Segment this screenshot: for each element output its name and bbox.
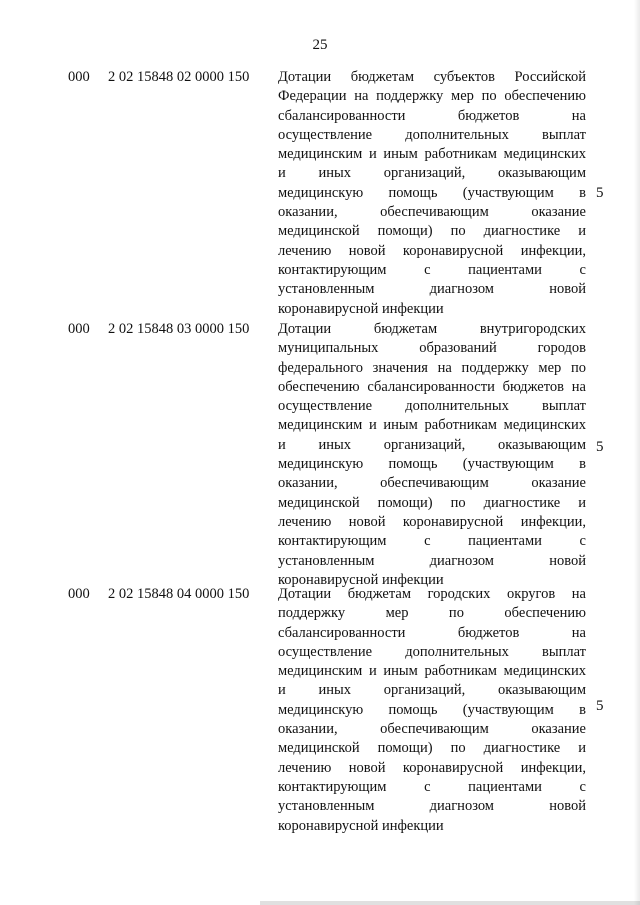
admin-code: 000 (68, 586, 90, 602)
description-line: установленным диагнозом новой (278, 281, 586, 298)
description-line: лечению новой коронавирусной инфекции, (278, 759, 586, 776)
description-line: Дотации бюджетам субъектов Российской (278, 69, 586, 85)
description-line: медицинским и иным работникам медицинских (278, 417, 586, 434)
description-line: медицинским и иным работникам медицинских (278, 663, 586, 680)
kbk-code: 2 02 15848 02 0000 150 (108, 69, 250, 85)
admin-code: 000 (68, 69, 90, 85)
description-line: медицинской помощи) по диагностике и (278, 223, 586, 240)
description-line: контактирующим с пациентами с (278, 778, 586, 795)
description-line: обеспечению сбалансированности бюджетов на (278, 378, 586, 395)
side-number: 5 (596, 698, 604, 714)
entry-description (278, 320, 586, 590)
description-line: коронавирусной инфекции (278, 300, 444, 317)
page-number: 25 (312, 37, 328, 53)
description-line: контактирующим с пациентами с (278, 533, 586, 550)
description-line: коронавирусной инфекции (278, 817, 444, 834)
description-line: Дотации бюджетам городских округов на (278, 586, 586, 602)
description-line: лечению новой коронавирусной инфекции, (278, 242, 586, 259)
description-line: медицинскую помощь (участвующим в (278, 456, 586, 473)
admin-code: 000 (68, 321, 90, 337)
description-line: лечению новой коронавирусной инфекции, (278, 513, 586, 530)
side-number: 5 (596, 439, 604, 455)
description-line: сбалансированности бюджетов на (278, 624, 586, 641)
scan-bottom-edge (260, 901, 640, 905)
description-line: и иных организаций, оказывающим (278, 682, 586, 699)
entry-description (278, 68, 586, 319)
entry-description (278, 585, 586, 836)
scan-edge-shadow (634, 0, 640, 905)
description-line: Дотации бюджетам внутригородских (278, 321, 586, 337)
description-line: контактирующим с пациентами с (278, 261, 586, 278)
description-line: медицинскую помощь (участвующим в (278, 701, 586, 718)
description-line: медицинской помощи) по диагностике и (278, 740, 586, 757)
description-line: медицинской помощи) по диагностике и (278, 494, 586, 511)
description-line: медицинскую помощь (участвующим в (278, 184, 586, 201)
description-line: установленным диагнозом новой (278, 552, 586, 569)
description-line: осуществление дополнительных выплат (278, 643, 586, 660)
description-line: установленным диагнозом новой (278, 798, 586, 815)
kbk-code: 2 02 15848 04 0000 150 (108, 586, 250, 602)
description-line: оказании, обеспечивающим оказание (278, 204, 586, 221)
description-line: муниципальных образований городов (278, 340, 586, 357)
kbk-code: 2 02 15848 03 0000 150 (108, 321, 250, 337)
description-line: федерального значения на поддержку мер по (278, 359, 586, 376)
description-line: осуществление дополнительных выплат (278, 398, 586, 415)
description-line: оказании, обеспечивающим оказание (278, 721, 586, 738)
description-line: оказании, обеспечивающим оказание (278, 475, 586, 492)
description-line: медицинским и иным работникам медицинских (278, 146, 586, 163)
description-line: и иных организаций, оказывающим (278, 436, 586, 453)
description-line: коронавирусной инфекции (278, 571, 444, 588)
description-line: поддержку мер по обеспечению (278, 605, 586, 622)
description-line: осуществление дополнительных выплат (278, 126, 586, 143)
description-line: Федерации на поддержку мер по обеспечению (278, 88, 586, 105)
description-line: и иных организаций, оказывающим (278, 165, 586, 182)
description-line: сбалансированности бюджетов на (278, 107, 586, 124)
side-number: 5 (596, 185, 604, 201)
